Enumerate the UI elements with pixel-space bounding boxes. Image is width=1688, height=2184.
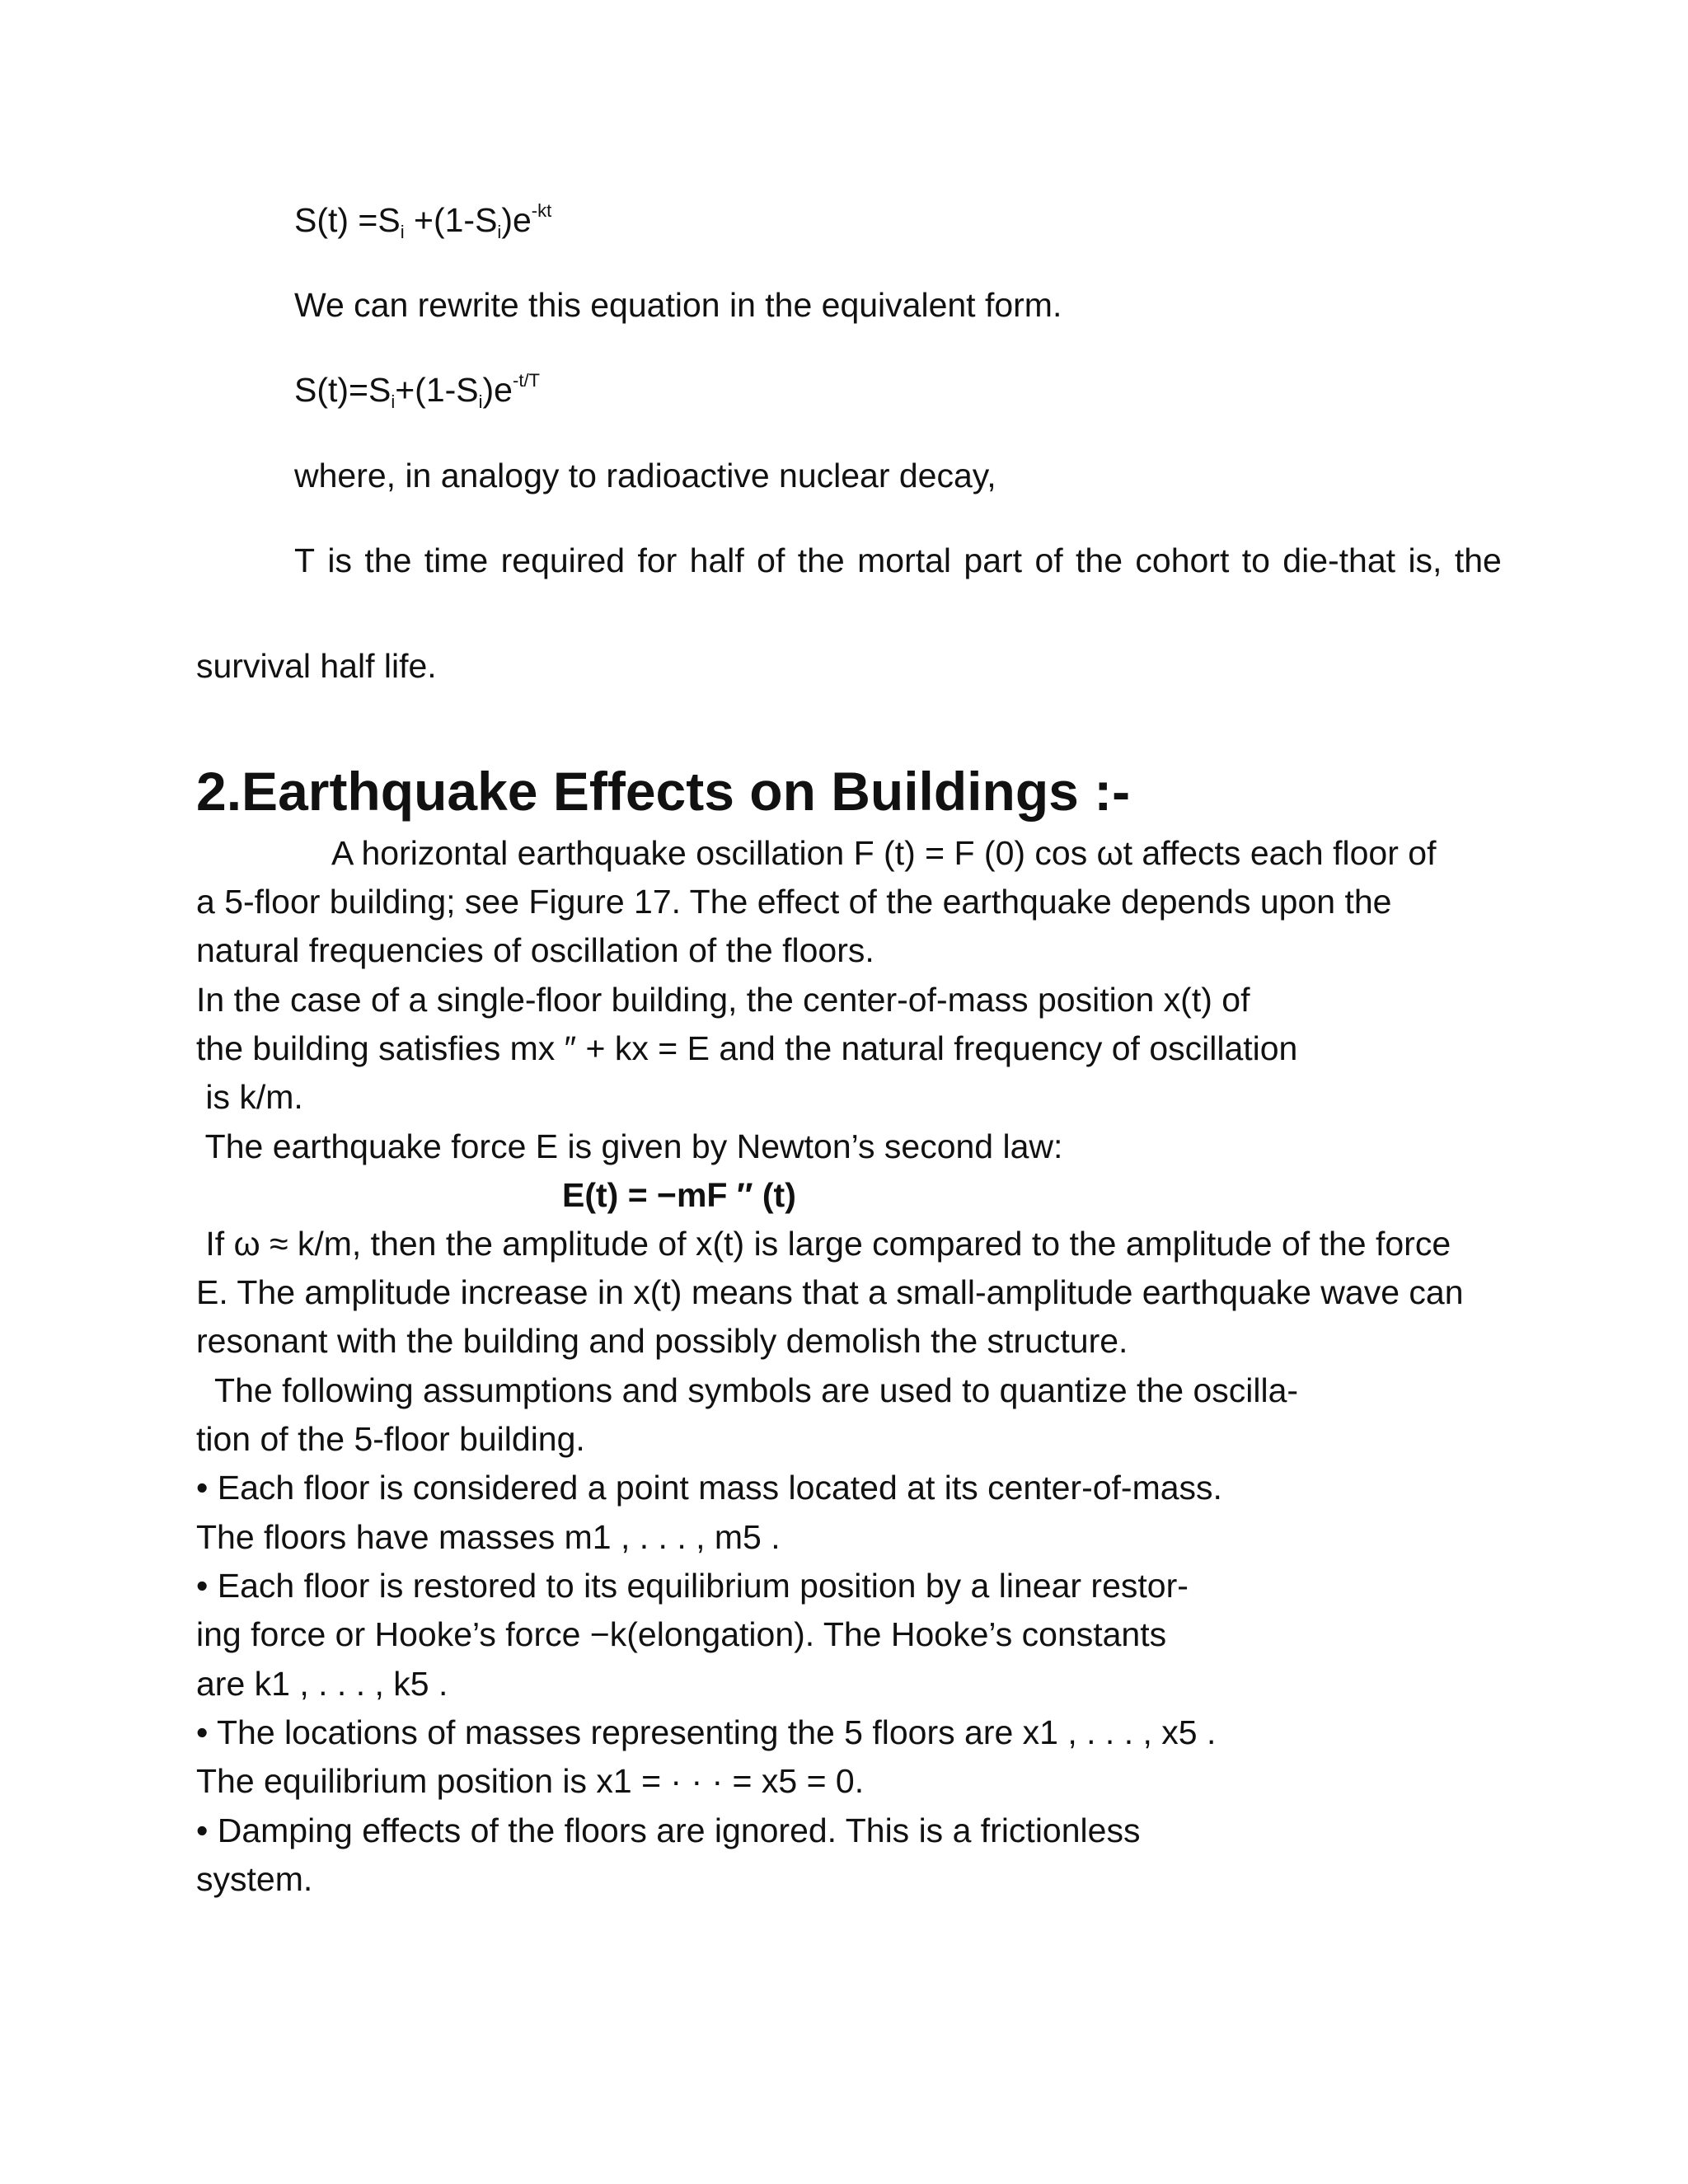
paragraph-line: natural frequencies of oscillation of the floors. bbox=[196, 931, 874, 969]
analogy-text: where, in analogy to radioactive nuclear decay, bbox=[294, 457, 996, 494]
definition-word: the bbox=[797, 541, 845, 579]
definition-word: time bbox=[424, 541, 489, 579]
paragraph-line: A horizontal earthquake oscillation F (t) = F (0) cos ωt affects each floor of bbox=[331, 834, 1437, 872]
paragraph-line: The following assumptions and symbols are used to quantize the oscilla- bbox=[196, 1371, 1299, 1409]
paragraph-line: is k/m. bbox=[196, 1078, 303, 1116]
paragraph-line: The floors have masses m1 , . . . , m5 . bbox=[196, 1518, 781, 1556]
bullet-item: • Each floor is restored to its equilibrium position by a linear restor- bbox=[196, 1567, 1189, 1605]
definition-word: of bbox=[1034, 541, 1063, 579]
definition-word: part bbox=[964, 541, 1023, 579]
definition-word: is bbox=[327, 541, 353, 579]
definition-word: required bbox=[500, 541, 626, 579]
paragraph-line: system. bbox=[196, 1860, 313, 1898]
definition-word: for bbox=[637, 541, 678, 579]
definition-word: mortal bbox=[857, 541, 952, 579]
paragraph-line: The earthquake force E is given by Newton’s second law: bbox=[196, 1127, 1063, 1165]
bullet-item: • The locations of masses representing the 5 floors are x1 , . . . , x5 . bbox=[196, 1713, 1217, 1751]
bullet-item: • Damping effects of the floors are ignored. This is a frictionless bbox=[196, 1811, 1141, 1849]
section-heading: 2.Earthquake Effects on Buildings :- bbox=[196, 761, 1131, 822]
survival-equation-1: $S(t) =S_i +(1-S_i)e^{-kt}$ bbox=[294, 200, 552, 242]
definition-word: of bbox=[757, 541, 785, 579]
definition-word: T bbox=[294, 541, 316, 579]
definition-word: die-that bbox=[1282, 541, 1396, 579]
paragraph-line: are k1 , . . . , k5 . bbox=[196, 1665, 448, 1703]
bullet-item: • Each floor is considered a point mass located at its center-of-mass. bbox=[196, 1469, 1222, 1507]
definition-word: cohort bbox=[1135, 541, 1230, 579]
paragraph-line: E. The amplitude increase in x(t) means that a small-amplitude earthquake wave can bbox=[196, 1273, 1464, 1311]
definition-word: is, bbox=[1408, 541, 1442, 579]
paragraph-line: a 5-floor building; see Figure 17. The effect of the earthquake depends upon the bbox=[196, 883, 1392, 921]
paragraph-line: tion of the 5-floor building. bbox=[196, 1420, 585, 1458]
survival-equation-2: $S(t)=S_i+(1-S_i)e^{-t/T}$ bbox=[294, 370, 540, 412]
paragraph-line: If ω ≈ k/m, then the amplitude of x(t) is large compared to the amplitude of the force bbox=[196, 1225, 1451, 1263]
half-life-definition bbox=[294, 540, 1502, 581]
definition-word: to bbox=[1241, 541, 1270, 579]
rewrite-text: We can rewrite this equation in the equivalent form. bbox=[294, 286, 1062, 324]
paragraph-line: In the case of a single-floor building, the center-of-mass position x(t) of bbox=[196, 981, 1250, 1019]
definition-word: the bbox=[1076, 541, 1123, 579]
newton-force-equation: E(t) = −mF ″ (t) bbox=[562, 1176, 796, 1214]
paragraph-line: resonant with the building and possibly demolish the structure. bbox=[196, 1322, 1128, 1360]
paragraph-line: The equilibrium position is x1 = · · · = x5 = 0. bbox=[196, 1762, 865, 1800]
definition-word: the bbox=[1454, 541, 1502, 579]
definition-word: the bbox=[364, 541, 412, 579]
half-life-definition-continued: survival half life. bbox=[196, 647, 437, 685]
paragraph-line: ing force or Hooke’s force −k(elongation). The Hooke’s constants bbox=[196, 1615, 1167, 1653]
paragraph-line: the building satisfies mx ″ + kx = E and the natural frequency of oscillation bbox=[196, 1029, 1298, 1067]
definition-word: half bbox=[689, 541, 744, 579]
